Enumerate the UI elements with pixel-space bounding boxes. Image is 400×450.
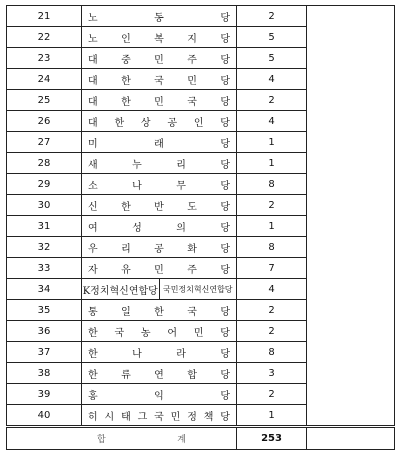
- party-name: [82, 384, 237, 405]
- party-name-text: 한 국 농 어 민 당: [88, 327, 230, 339]
- party-name-text: 노 인 복 지 당: [88, 33, 230, 45]
- party-name: [82, 48, 237, 69]
- party-name-text: 새 누 리 당: [88, 159, 230, 171]
- party-name-part: K정치혁신연합당: [82, 285, 158, 297]
- party-name: [82, 300, 237, 321]
- row-number: 24: [7, 69, 82, 90]
- total-value: 253: [237, 427, 307, 450]
- party-name: [82, 195, 237, 216]
- row-number: 36: [7, 321, 82, 342]
- count-cell: 7: [237, 258, 307, 279]
- party-name: [82, 111, 237, 132]
- count-cell: 4: [237, 69, 307, 90]
- row-number: 40: [7, 405, 82, 427]
- count-cell: 2: [237, 384, 307, 405]
- total-row: [7, 427, 395, 450]
- party-name-text: 우 리 공 화 당: [88, 243, 230, 255]
- count-cell: 1: [237, 153, 307, 174]
- party-name-text: 통 일 한 국 당: [88, 306, 230, 318]
- party-name-text: 대 한 민 국 당: [88, 96, 230, 108]
- row-number: 33: [7, 258, 82, 279]
- row-number: 28: [7, 153, 82, 174]
- party-name: [82, 153, 237, 174]
- count-cell: 2: [237, 195, 307, 216]
- count-cell: 8: [237, 237, 307, 258]
- row-number: 34: [7, 279, 82, 300]
- row-number: 22: [7, 27, 82, 48]
- row-number: 32: [7, 237, 82, 258]
- count-cell: 4: [237, 279, 307, 300]
- party-name-part: 국민정치혁신연합당: [159, 279, 237, 299]
- row-number: 37: [7, 342, 82, 363]
- count-cell: 2: [237, 6, 307, 27]
- total-label-text: 합 계: [97, 435, 186, 445]
- party-name: [82, 132, 237, 153]
- count-cell: 1: [237, 216, 307, 237]
- row-number: 25: [7, 90, 82, 111]
- party-name: [82, 27, 237, 48]
- party-table-body: [7, 6, 395, 450]
- count-cell: 5: [237, 48, 307, 69]
- party-name-text: 신 한 반 도 당: [88, 201, 230, 213]
- remarks-cell: [307, 6, 395, 427]
- party-name: [82, 405, 237, 427]
- party-name-text: 홍 익 당: [88, 390, 230, 402]
- party-name: [82, 363, 237, 384]
- party-name: [82, 69, 237, 90]
- party-name: [82, 279, 237, 300]
- party-name: [82, 216, 237, 237]
- party-name: [82, 90, 237, 111]
- row-number: 29: [7, 174, 82, 195]
- party-name-text: 자 유 민 주 당: [88, 264, 230, 276]
- row-number: 38: [7, 363, 82, 384]
- total-label: [7, 427, 237, 450]
- party-name-text: 대 한 국 민 당: [88, 75, 230, 87]
- count-cell: 8: [237, 342, 307, 363]
- count-cell: 1: [237, 405, 307, 427]
- party-name-text: 여 성 의 당: [88, 222, 230, 234]
- row-number: 23: [7, 48, 82, 69]
- party-name-text: 소 나 무 당: [88, 180, 230, 192]
- row-number: 35: [7, 300, 82, 321]
- count-cell: 8: [237, 174, 307, 195]
- count-cell: 2: [237, 90, 307, 111]
- party-name-text: 노 동 당: [88, 12, 230, 24]
- party-name-text: 한 류 연 합 당: [88, 369, 230, 381]
- party-name: [82, 237, 237, 258]
- party-name-text: 미 래 당: [88, 138, 230, 150]
- party-name-text: 대 중 민 주 당: [88, 54, 230, 66]
- party-name: [82, 342, 237, 363]
- table-row: [7, 6, 395, 27]
- row-number: 26: [7, 111, 82, 132]
- party-name: [82, 6, 237, 27]
- row-number: 21: [7, 6, 82, 27]
- row-number: 30: [7, 195, 82, 216]
- count-cell: 4: [237, 111, 307, 132]
- party-name-text: 한 나 라 당: [88, 348, 230, 360]
- party-name-text: 히 시 태 그 국 민 정 책 당: [88, 411, 230, 423]
- party-name: [82, 258, 237, 279]
- count-cell: 2: [237, 300, 307, 321]
- row-number: 39: [7, 384, 82, 405]
- row-number: 27: [7, 132, 82, 153]
- row-number: 31: [7, 216, 82, 237]
- total-remarks: [307, 427, 395, 450]
- party-name: [82, 321, 237, 342]
- count-cell: 3: [237, 363, 307, 384]
- party-table: [6, 5, 395, 450]
- count-cell: 5: [237, 27, 307, 48]
- count-cell: 1: [237, 132, 307, 153]
- party-name: [82, 174, 237, 195]
- party-name-text: 대 한 상 공 인 당: [88, 117, 230, 129]
- count-cell: 2: [237, 321, 307, 342]
